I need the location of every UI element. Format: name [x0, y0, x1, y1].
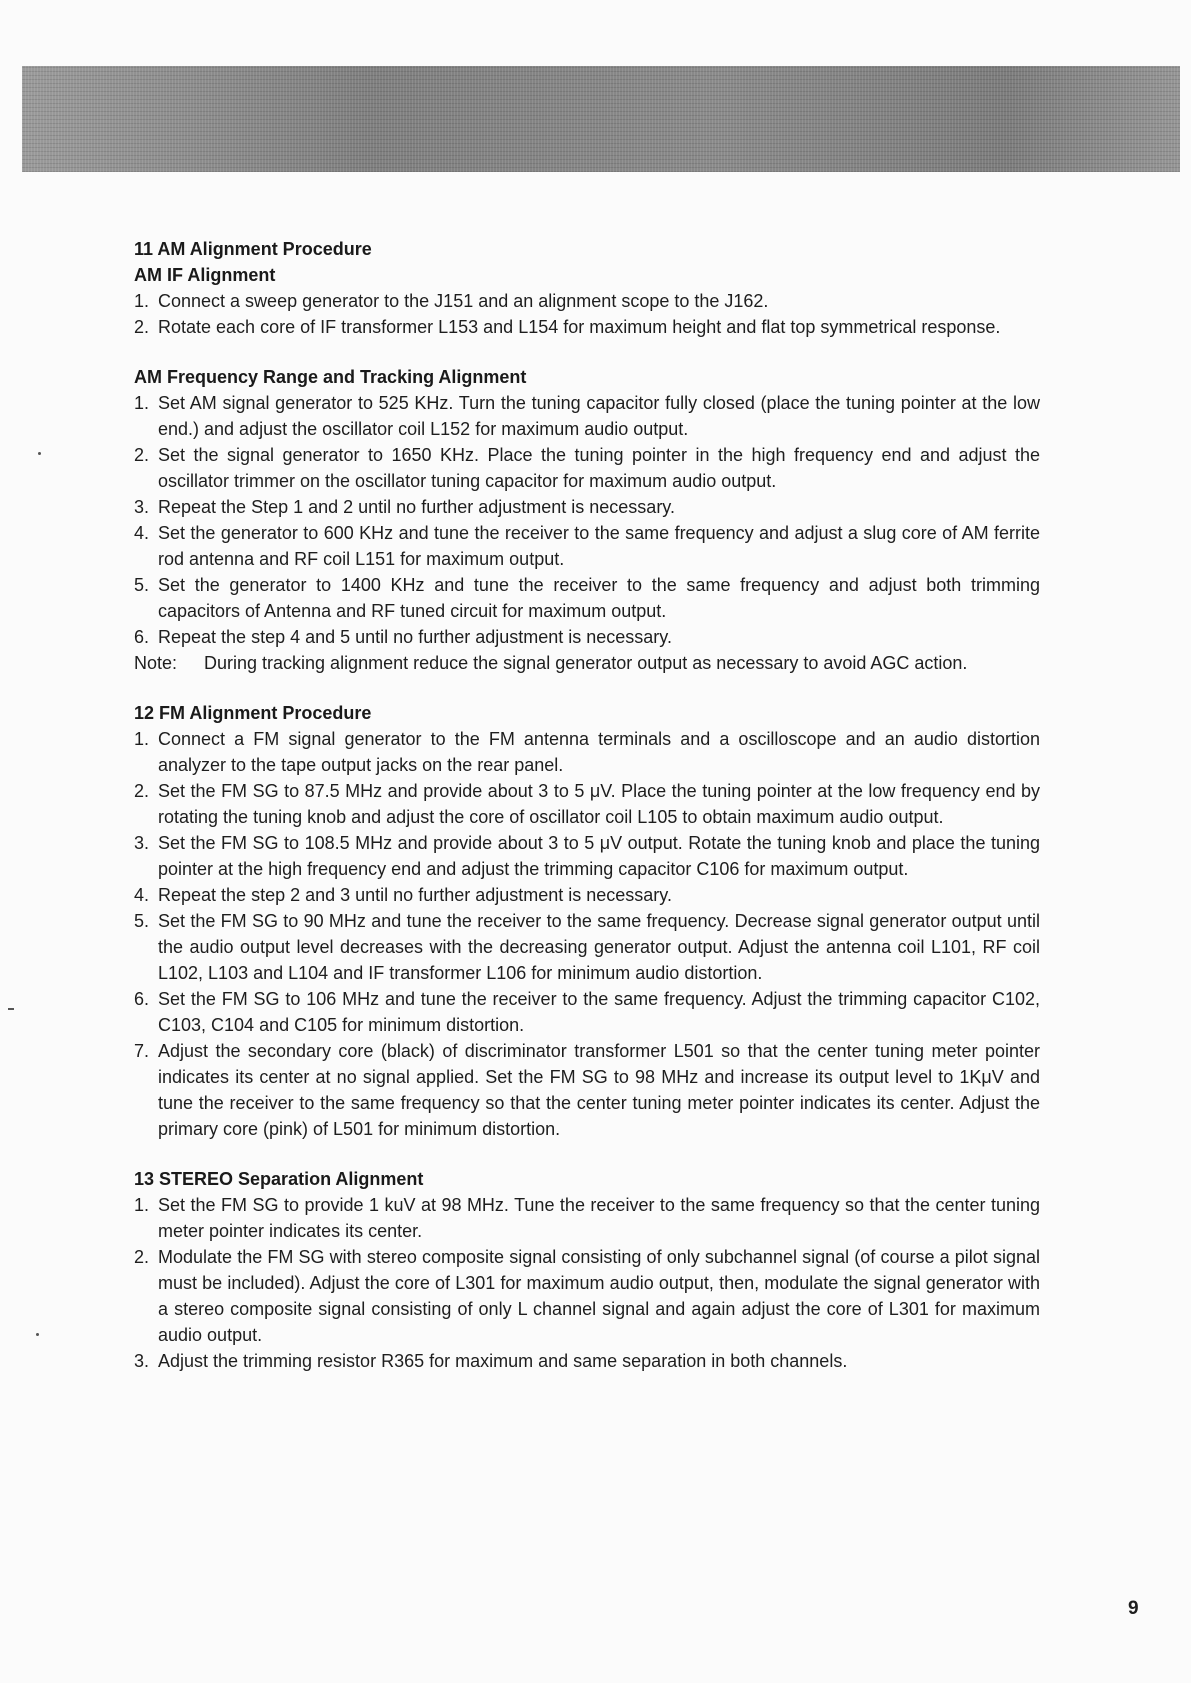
step-list: [134, 726, 1040, 1142]
step-text: Modulate the FM SG with stereo composite signal consisting of only subchannel signal (of course a pilot signal must be included). Adjust the core of L301 for maximum audio output, then, modulate the signal generator with a stereo composite signal consisting of only L channel signal and again adjust the core of L301 for maximum audio output.: [158, 1247, 1040, 1345]
step-text: Set the signal generator to 1650 KHz. Place the tuning pointer in the high frequency end and adjust the oscillator trimmer on the oscillator tuning capacitor for maximum audio output.: [158, 445, 1040, 491]
section-heading: 13 STEREO Separation Alignment: [134, 1169, 424, 1189]
note-text: During tracking alignment reduce the signal generator output as necessary to avoid AGC action.: [204, 653, 968, 673]
step-number: 5.: [134, 911, 150, 931]
step-item: [134, 288, 1040, 314]
step-number: 1.: [134, 1195, 150, 1215]
step-number: 2.: [134, 1247, 150, 1267]
section-am-tracking: [134, 364, 1040, 676]
step-number: 3.: [134, 833, 150, 853]
section-heading: 12 FM Alignment Procedure: [134, 703, 372, 723]
scan-speck: [36, 1333, 39, 1336]
section-heading: 11 AM Alignment Procedure: [134, 239, 372, 259]
step-number: 4.: [134, 885, 150, 905]
step-number: 6.: [134, 989, 150, 1009]
step-item: [134, 1244, 1040, 1348]
step-list: [134, 390, 1040, 650]
step-item: [134, 1348, 1040, 1374]
section-stereo-separation: [134, 1166, 1040, 1374]
step-number: 1.: [134, 291, 150, 311]
step-number: 3.: [134, 497, 150, 517]
step-number: 6.: [134, 627, 150, 647]
step-number: 2.: [134, 317, 150, 337]
step-item: [134, 1192, 1040, 1244]
step-item: [134, 442, 1040, 494]
section-fm-alignment: [134, 700, 1040, 1142]
step-item: [134, 520, 1040, 572]
step-text: Set the FM SG to provide 1 kuV at 98 MHz. Tune the receiver to the same frequency so that the center tuning meter pointer indicates its center.: [158, 1195, 1040, 1241]
header-band: [22, 66, 1180, 172]
step-text: Repeat the step 4 and 5 until no further adjustment is necessary.: [158, 627, 672, 647]
step-item: [134, 390, 1040, 442]
step-item: [134, 624, 1040, 650]
step-item: [134, 726, 1040, 778]
step-item: [134, 314, 1040, 340]
step-number: 3.: [134, 1351, 150, 1371]
step-text: Set the generator to 600 KHz and tune the receiver to the same frequency and adjust a slug core of AM ferrite rod antenna and RF coil L151 for maximum output.: [158, 523, 1040, 569]
step-item: [134, 572, 1040, 624]
step-item: [134, 1038, 1040, 1142]
note: [134, 650, 1040, 676]
page-number: 9: [1128, 1598, 1139, 1619]
step-number: 4.: [134, 523, 150, 543]
step-item: [134, 778, 1040, 830]
step-text: Connect a sweep generator to the J151 and an alignment scope to the J162.: [158, 291, 769, 311]
step-text: Set the FM SG to 87.5 MHz and provide about 3 to 5 μV. Place the tuning pointer at the low frequency end by rotating the tuning knob and adjust the core of oscillator coil L105 to obtain maximum audio output.: [158, 781, 1040, 827]
scan-speck: [38, 452, 41, 455]
step-item: [134, 830, 1040, 882]
section-am-alignment: [134, 236, 1040, 340]
step-list: [134, 1192, 1040, 1374]
step-text: Repeat the step 2 and 3 until no further adjustment is necessary.: [158, 885, 672, 905]
section-subheading: AM IF Alignment: [134, 265, 276, 285]
step-text: Set the FM SG to 90 MHz and tune the receiver to the same frequency. Decrease signal generator output until the audio output level decreases with the decreasing generator output. Adjust the antenna coil L101, RF coil L102, L103 and L104 and IF transformer L106 for minimum audio distortion.: [158, 911, 1040, 983]
step-number: 5.: [134, 575, 150, 595]
step-list: [134, 288, 1040, 340]
step-text: Rotate each core of IF transformer L153 and L154 for maximum height and flat top symmetrical response.: [158, 317, 1001, 337]
scan-speck: [8, 1008, 14, 1010]
step-number: 1.: [134, 393, 150, 413]
step-text: Set AM signal generator to 525 KHz. Turn the tuning capacitor fully closed (place the tuning pointer at the low end.) and adjust the oscillator coil L152 for maximum audio output.: [158, 393, 1040, 439]
step-item: [134, 494, 1040, 520]
step-text: Set the FM SG to 106 MHz and tune the receiver to the same frequency. Adjust the trimming capacitor C102, C103, C104 and C105 for minimum distortion.: [158, 989, 1040, 1035]
document-body: [134, 236, 1040, 1374]
step-text: Adjust the secondary core (black) of discriminator transformer L501 so that the center tuning meter pointer indicates its center at no signal applied. Set the FM SG to 98 MHz and increase its output level to 1KμV and tune the receiver to the same frequency so that the center tuning meter pointer indicates its center. Adjust the primary core (pink) of L501 for minimum distortion.: [158, 1041, 1040, 1139]
section-heading: AM Frequency Range and Tracking Alignment: [134, 367, 527, 387]
step-number: 7.: [134, 1041, 150, 1061]
step-text: Set the generator to 1400 KHz and tune the receiver to the same frequency and adjust both trimming capacitors of Antenna and RF tuned circuit for maximum output.: [158, 575, 1040, 621]
step-text: Repeat the Step 1 and 2 until no further adjustment is necessary.: [158, 497, 675, 517]
step-item: [134, 986, 1040, 1038]
note-label: Note:: [134, 653, 178, 673]
step-text: Connect a FM signal generator to the FM antenna terminals and a oscilloscope and an audio distortion analyzer to the tape output jacks on the rear panel.: [158, 729, 1040, 775]
step-item: [134, 908, 1040, 986]
step-item: [134, 882, 1040, 908]
step-number: 2.: [134, 445, 150, 465]
step-number: 2.: [134, 781, 150, 801]
step-text: Adjust the trimming resistor R365 for maximum and same separation in both channels.: [158, 1351, 848, 1371]
step-text: Set the FM SG to 108.5 MHz and provide about 3 to 5 μV output. Rotate the tuning knob and place the tuning pointer at the high frequency end and adjust the trimming capacitor C106 for maximum output.: [158, 833, 1040, 879]
step-number: 1.: [134, 729, 150, 749]
